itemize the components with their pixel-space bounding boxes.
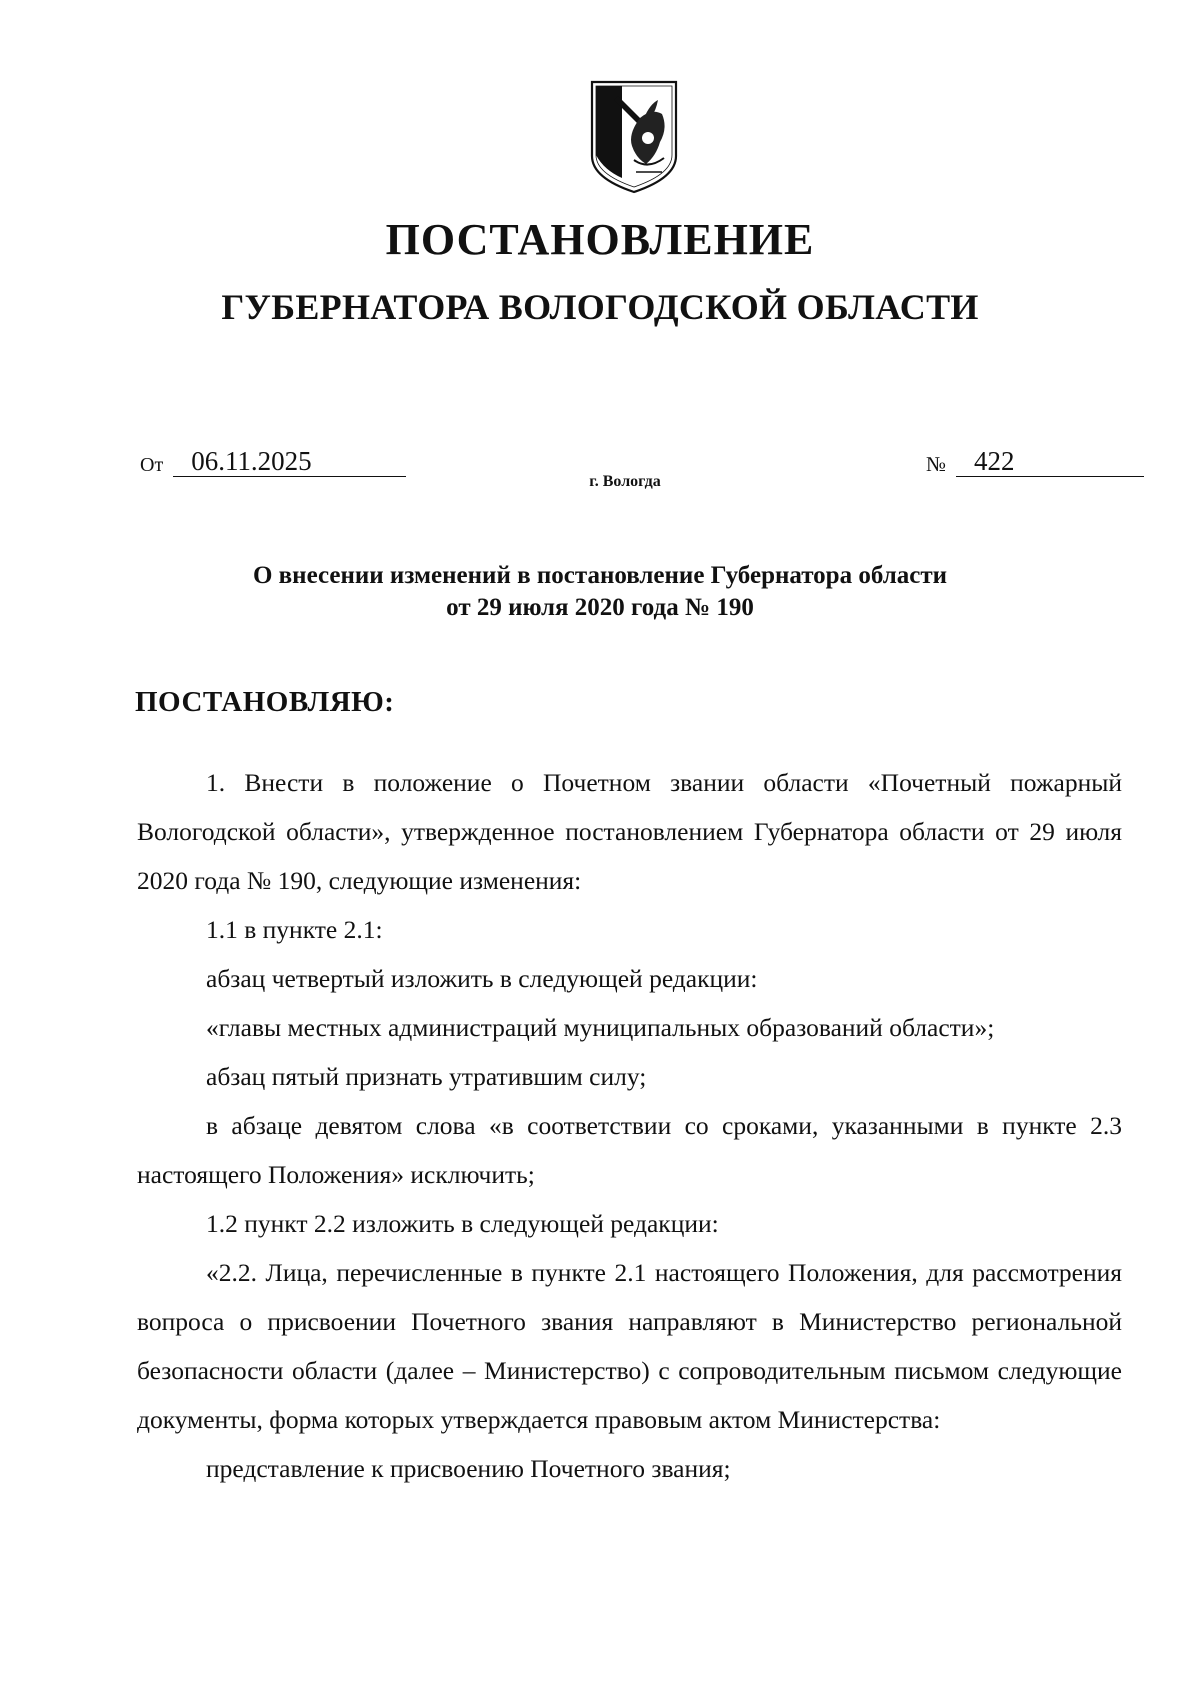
paragraph-1: 1. Внести в положение о Почетном звании области «Почетный пожарный Вологодской области», утвержденное постановлением Губернатора области от 29 июля 2020 года № 190, следующие изменения: bbox=[137, 768, 1122, 895]
paragraph-4: «главы местных администраций муниципальных образований области»; bbox=[206, 1013, 995, 1042]
date-value: 06.11.2025 bbox=[173, 446, 406, 477]
paragraph-5: абзац пятый признать утратившим силу; bbox=[206, 1062, 647, 1091]
paragraph-7: 1.2 пункт 2.2 изложить в следующей редакции: bbox=[206, 1209, 719, 1238]
number-value: 422 bbox=[956, 446, 1144, 477]
paragraph-3: абзац четвертый изложить в следующей редакции: bbox=[206, 964, 758, 993]
city-label: г. Вологда bbox=[589, 473, 661, 490]
paragraph-2: 1.1 в пункте 2.1: bbox=[206, 915, 383, 944]
paragraph-9: представление к присвоению Почетного звания; bbox=[206, 1454, 731, 1483]
document-subtitle: ГУБЕРНАТОРА ВОЛОГОДСКОЙ ОБЛАСТИ bbox=[221, 287, 979, 327]
document-body bbox=[137, 758, 1122, 1493]
decree-heading: ПОСТАНОВЛЯЮ: bbox=[135, 686, 395, 718]
document-title: ПОСТАНОВЛЕНИЕ bbox=[385, 215, 815, 264]
subject-line-1: О внесении изменений в постановление Губернатора области bbox=[252, 562, 948, 589]
subject-line-2: от 29 июля 2020 года № 190 bbox=[446, 594, 754, 621]
paragraph-6: в абзаце девятом слова «в соответствии со сроками, указанными в пункте 2.3 настоящего Положения» исключить; bbox=[137, 1111, 1122, 1189]
paragraph-8: «2.2. Лица, перечисленные в пункте 2.1 настоящего Положения, для рассмотрения вопроса о присвоении Почетного звания направляют в Министерство региональной безопасности области (далее – Министерство) с сопроводительным письмом следующие документы, форма которых утверждается правовым актом Министерства: bbox=[137, 1258, 1122, 1434]
vologda-coat-of-arms-icon bbox=[586, 78, 682, 196]
date-prefix: От bbox=[140, 454, 164, 476]
number-prefix: № bbox=[926, 452, 947, 476]
document-subject bbox=[0, 560, 1200, 624]
